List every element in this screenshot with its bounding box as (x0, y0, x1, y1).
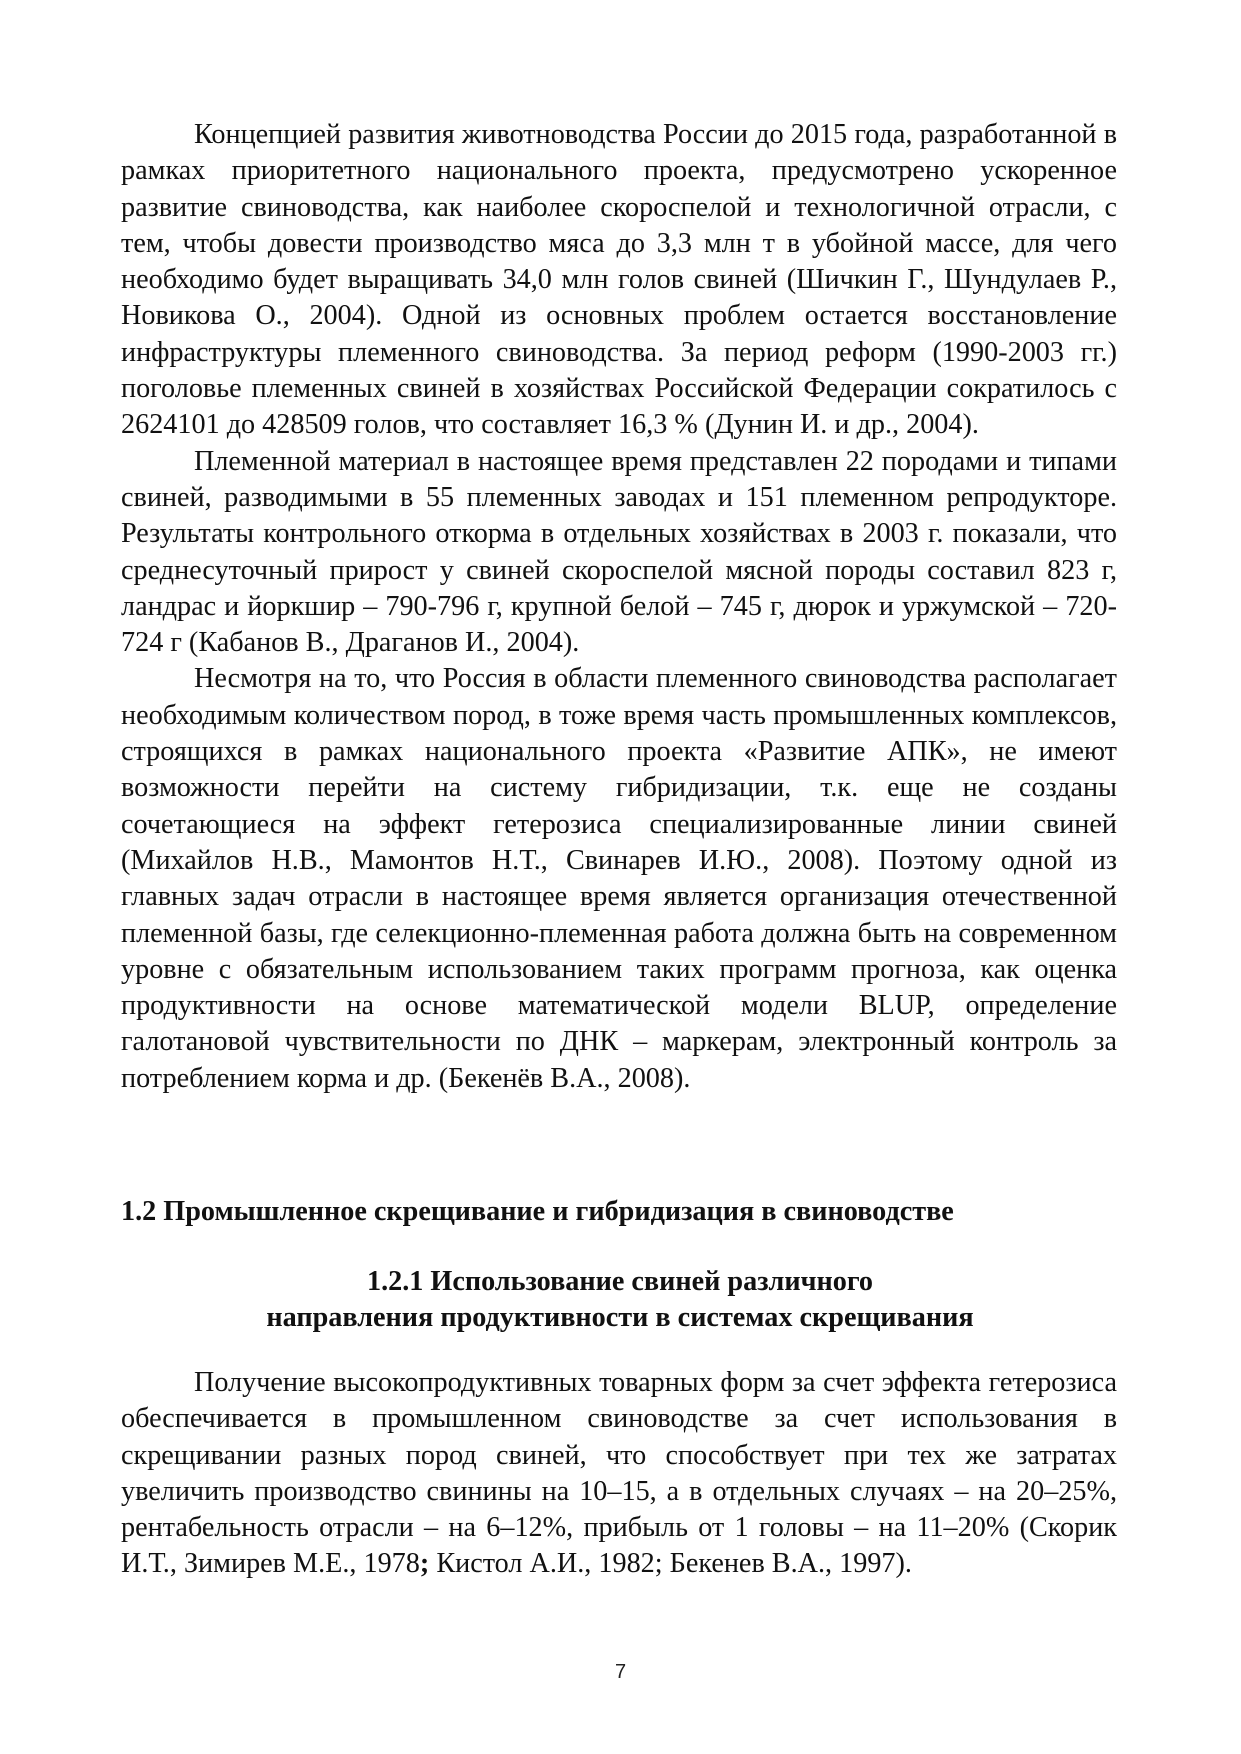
paragraph-heterosis-text-1: Получение высокопродуктивных товарных форм за счет эффекта гетерозиса обеспечивается в промышленном свиноводстве за счет использования в скрещивании разных пород свиней, что способствует при тех же затратах увеличить производство свинины на 10–15, а в отдельных случаях – на 20–25%, рентабельность отрасли – на 6–12%, прибыль от 1 головы – на 11–20% (Скорик И.Т., Зимирев М.Е., 1978 (121, 1367, 1117, 1580)
body-text-bottom (121, 1365, 1117, 1583)
page-number: 7 (614, 1661, 627, 1683)
body-text-top (121, 117, 1117, 1097)
paragraph-breeding-base: Несмотря на то, что Россия в области племенного свиноводства располагает необходимым количеством пород, в тоже время часть промышленных комплексов, строящихся в рамках национального проекта «Развитие АПК», не имеют возможности перейти на систему гибридизации, т.к. еще не созданы сочетающиеся на эффект гетерозиса специализированные линии свиней (Михайлов Н.В., Мамонтов Н.Т., Свинарев И.Ю., 2008). Поэтому одной из главных задач отрасли в настоящее время является организация отечественной племенной базы, где селекционно-племенная работа должна быть на современном уровне с обязательным использованием таких программ прогноза, как оценка продуктивности на основе математической модели BLUP, определение галотановой чувствительности по ДНК – маркерам, электронный контроль за потреблением корма и др. (Бекенёв В.А., 2008). (121, 663, 1117, 1094)
subsection-heading (140, 1264, 1100, 1337)
paragraph-breeding-material: Племенной материал в настоящее время представлен 22 породами и типами свиней, разводимыми в 55 племенных заводах и 151 племенном репродукторе. Результаты контрольного откорма в отдельных хозяйствах в 2003 г. показали, что среднесуточный прирост у свиней скороспелой мясной породы составил 823 г, ландрас и йоркшир – 790-796 г, крупной белой – 745 г, дюрок и уржумской – 720-724 г (Кабанов В., Драганов И., 2004). (121, 445, 1117, 659)
paragraph-heterosis-text-2: Кистол А.И., 1982; Бекенев В.А., 1997). (429, 1548, 912, 1580)
citation-separator: ; (419, 1548, 430, 1580)
subsection-heading-line-1: 1.2.1 Использование свиней различного (366, 1266, 874, 1297)
subsection-heading-line-2: направления продуктивности в системах скрещивания (266, 1302, 974, 1334)
paragraph-heterosis (121, 1365, 1117, 1583)
section-heading: 1.2 Промышленное скрещивание и гибридизация в свиноводстве (121, 1196, 954, 1227)
paragraph-livestock-concept: Концепцией развития животноводства России до 2015 года, разработанной в рамках приоритетного национального проекта, предусмотрено ускоренное развитие свиноводства, как наиболее скороспелой и технологичной отрасли, с тем, чтобы довести производство мяса до 3,3 млн т в убойной массе, для чего необходимо будет выращивать 34,0 млн голов свиней (Шичкин Г., Шундулаев Р., Новикова О., 2004). Одной из основных проблем остается восстановление инфраструктуры племенного свиноводства. За период реформ (1990-2003 гг.) поголовье племенных свиней в хозяйствах Российской Федерации сократилось с 2624101 до 428509 голов, что составляет 16,3 % (Дунин И. и др., 2004). (121, 119, 1117, 441)
